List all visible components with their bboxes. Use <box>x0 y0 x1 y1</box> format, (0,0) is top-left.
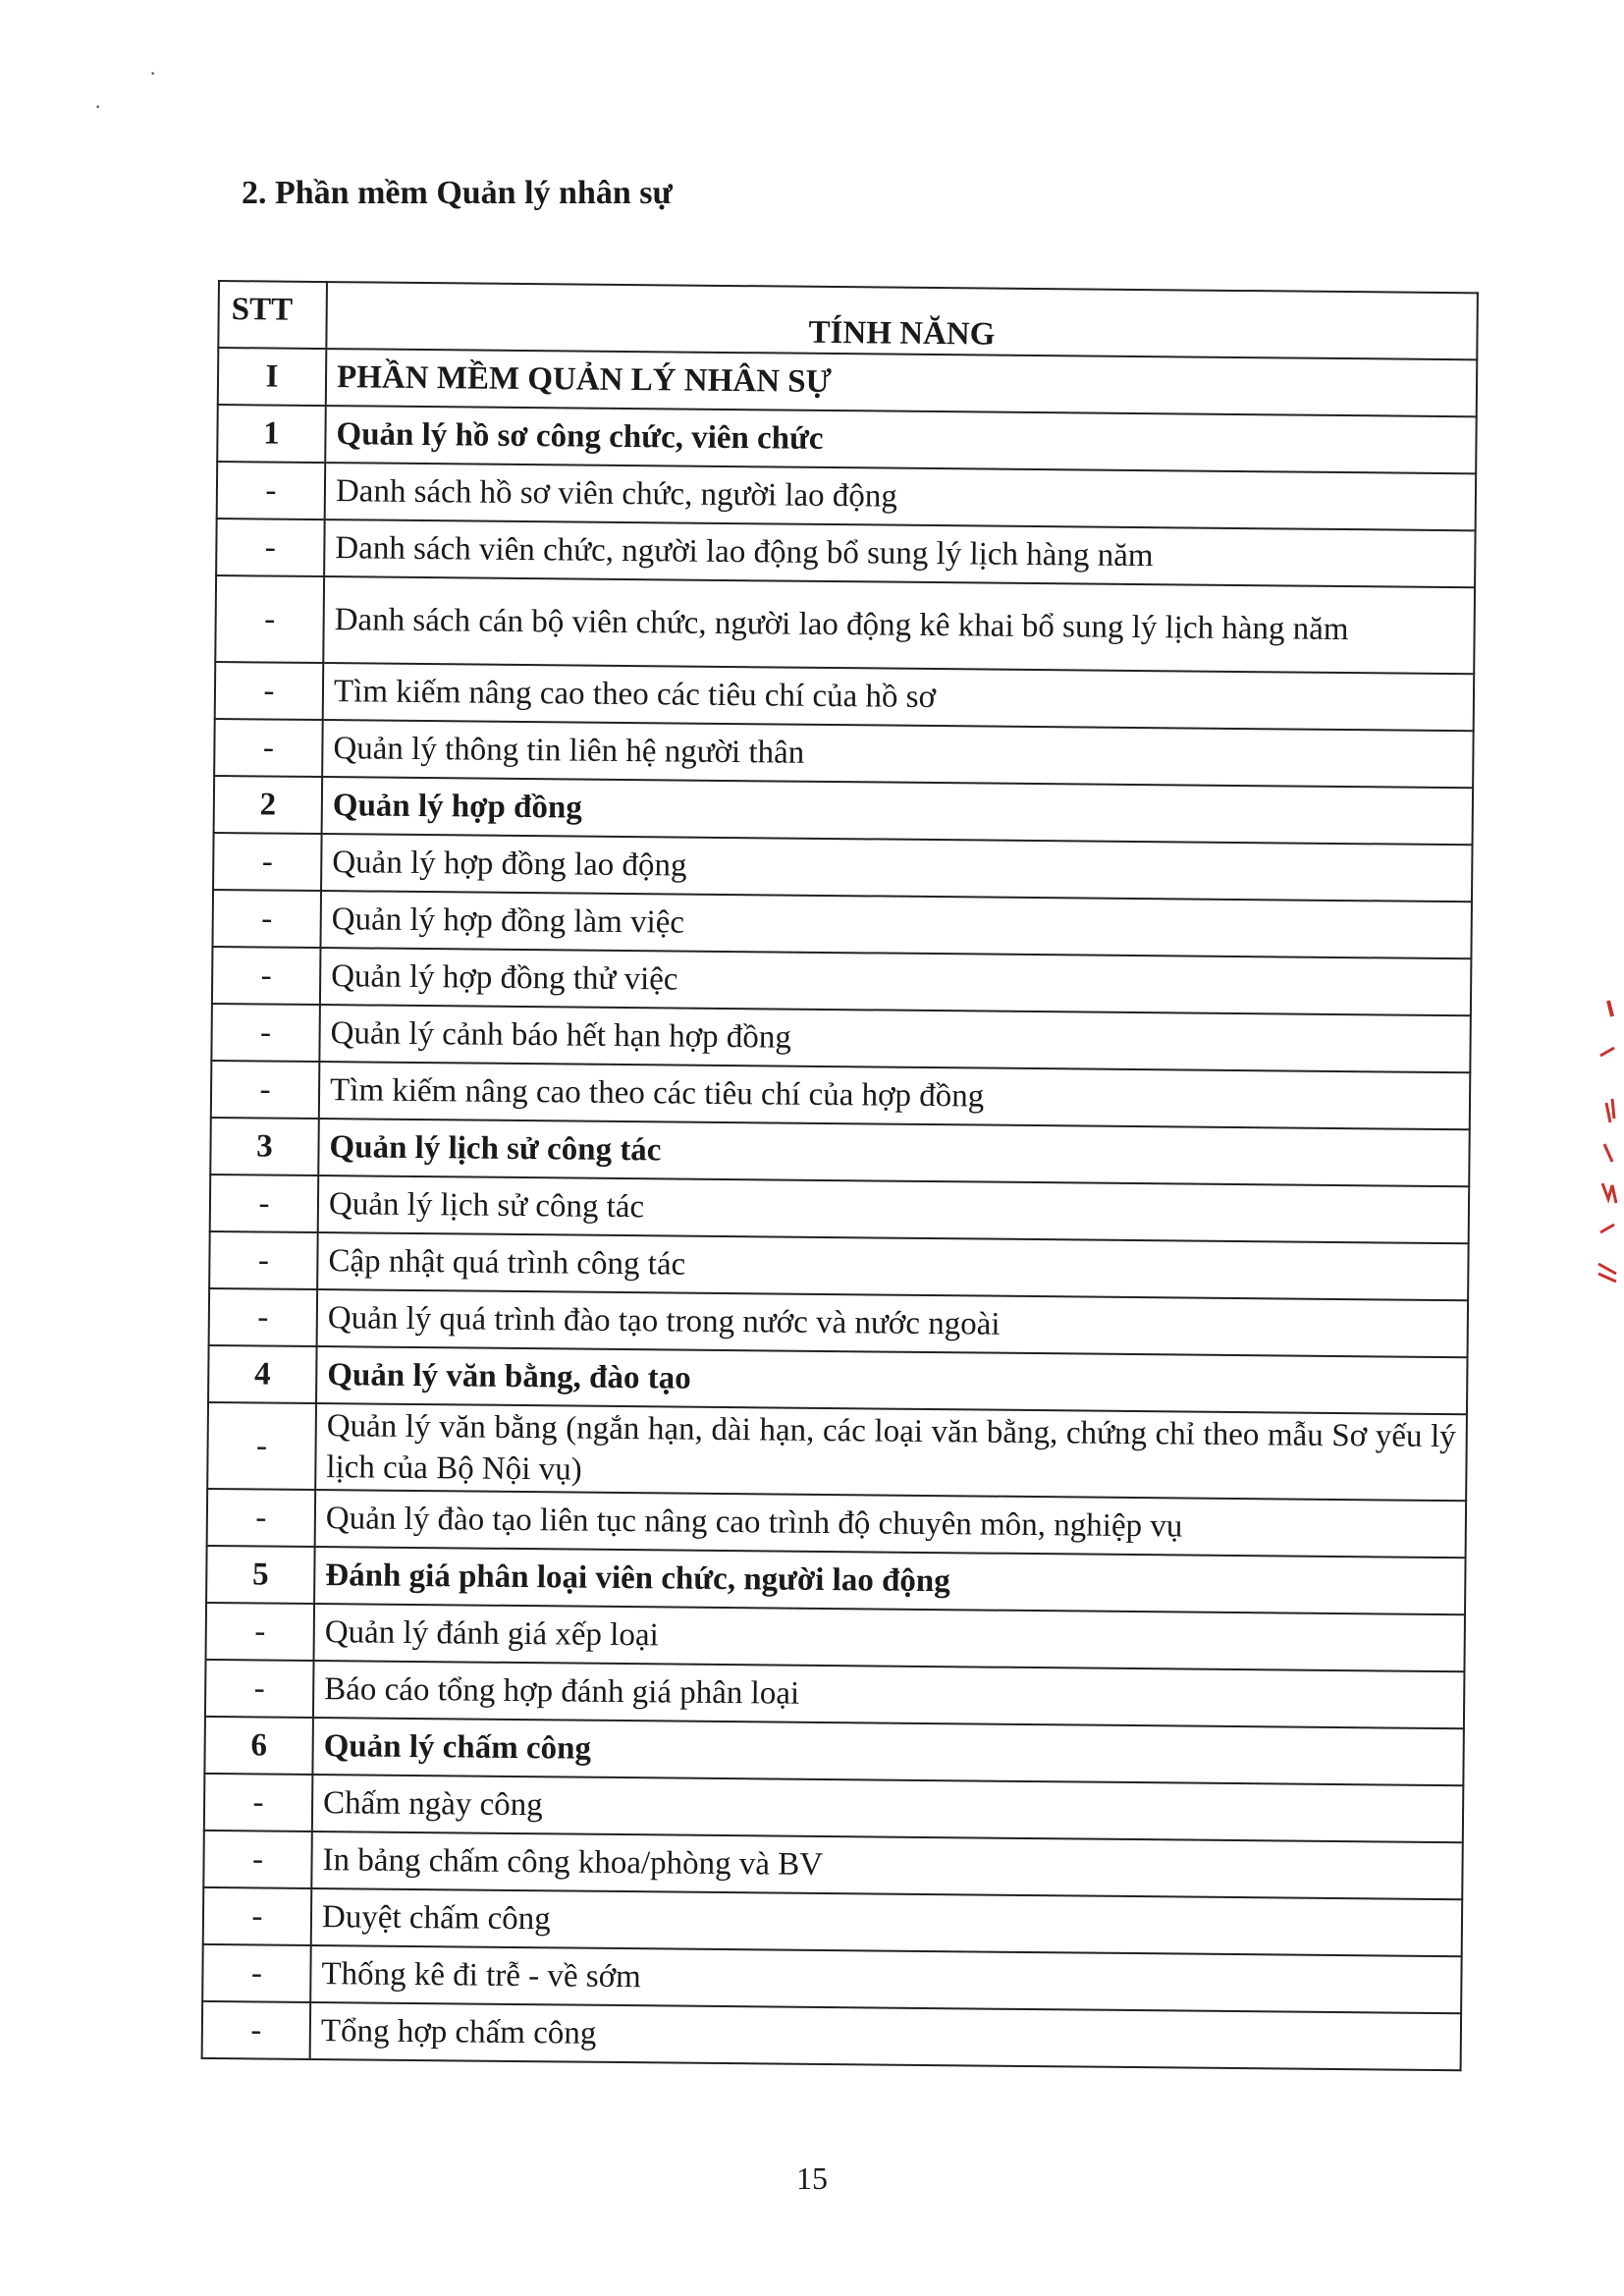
row-stt-cell: - <box>203 1887 312 1945</box>
row-stt-cell: - <box>209 1231 318 1289</box>
feature-cell: Báo cáo tổng hợp đánh giá phân loại <box>313 1661 1465 1728</box>
page-number: 15 <box>796 2160 828 2196</box>
features-table <box>201 280 1479 2071</box>
feature-cell: Danh sách hồ sơ viên chức, người lao động <box>325 463 1477 530</box>
feature-cell: In bảng chấm công khoa/phòng và BV <box>311 1831 1463 1899</box>
section-title-cell: Quản lý văn bằng, đào tạo <box>316 1346 1468 1414</box>
feature-cell: Thống kê đi trễ - về sớm <box>310 1945 1462 2013</box>
row-stt-cell: - <box>216 519 325 576</box>
red-stamp-edge-marks <box>1583 997 1618 1291</box>
row-stt-cell: - <box>211 1061 320 1119</box>
feature-cell: Danh sách viên chức, người lao động bổ sung lý lịch hàng năm <box>324 519 1476 587</box>
row-stt-cell: - <box>202 2001 311 2059</box>
feature-cell: Tìm kiếm nâng cao theo các tiêu chí của hợp đồng <box>319 1062 1471 1129</box>
feature-cell: Quản lý văn bằng (ngắn hạn, dài hạn, các loại văn bằng, chứng chỉ theo mẫu Sơ yếu lý lịch của Bộ Nội vụ) <box>315 1403 1467 1501</box>
section-title-cell: Quản lý hồ sơ công chức, viên chức <box>325 406 1477 473</box>
section-title-cell: Quản lý lịch sử công tác <box>318 1119 1470 1186</box>
feature-cell: Quản lý hợp đồng làm việc <box>320 891 1472 958</box>
table-header-row <box>218 281 1478 359</box>
row-stt-cell: - <box>217 462 326 519</box>
feature-cell: Tìm kiếm nâng cao theo các tiêu chí của hồ sơ <box>323 663 1475 731</box>
row-stt-cell: - <box>207 1402 316 1490</box>
feature-cell: Quản lý cảnh báo hết hạn hợp đồng <box>319 1005 1471 1072</box>
feature-cell: Quản lý lịch sử công tác <box>318 1175 1470 1243</box>
row-stt-cell: - <box>203 1831 312 1888</box>
feature-cell: Danh sách cán bộ viên chức, người lao động kê khai bổ sung lý lịch hàng năm <box>323 576 1475 674</box>
row-stt-cell: 5 <box>206 1546 315 1604</box>
row-stt-cell: - <box>202 1944 311 2002</box>
feature-cell: Chấm ngày công <box>312 1775 1464 1842</box>
row-stt-cell: - <box>212 890 321 948</box>
feature-cell: Quản lý hợp đồng lao động <box>321 834 1473 902</box>
row-stt-cell: - <box>213 833 322 891</box>
row-stt-cell: 3 <box>210 1118 319 1175</box>
row-stt-cell: 2 <box>214 776 323 834</box>
feature-cell: Duyệt chấm công <box>311 1888 1463 1956</box>
scan-speck: · <box>149 61 157 85</box>
row-stt-cell: 6 <box>204 1717 313 1775</box>
table-row <box>202 2001 1461 2070</box>
feature-cell: Cập nhật quá trình công tác <box>317 1232 1469 1300</box>
feature-cell: Quản lý thông tin liên hệ người thân <box>322 720 1474 788</box>
row-stt-cell: - <box>215 662 324 720</box>
row-stt-cell: - <box>211 1004 320 1062</box>
row-stt-cell: - <box>209 1288 318 1346</box>
row-stt-cell: - <box>212 947 321 1005</box>
column-header-stt: STT <box>218 281 327 349</box>
feature-cell: Quản lý đào tạo liên tục nâng cao trình độ chuyên môn, nghiệp vụ <box>315 1490 1467 1558</box>
section-title-cell: PHẦN MỀM QUẢN LÝ NHÂN SỰ <box>326 349 1478 416</box>
feature-cell: Quản lý đánh giá xếp loại <box>314 1604 1466 1671</box>
row-stt-cell: - <box>210 1175 319 1232</box>
feature-cell: Tổng hợp chấm công <box>310 2002 1462 2070</box>
row-stt-cell: - <box>204 1774 313 1831</box>
section-title-cell: Quản lý hợp đồng <box>322 777 1474 845</box>
table-row <box>215 575 1475 674</box>
section-title-cell: Đánh giá phân loại viên chức, người lao động <box>314 1547 1466 1614</box>
section-title-cell: Quản lý chấm công <box>312 1718 1464 1785</box>
row-stt-cell: 1 <box>217 405 326 463</box>
table-row <box>207 1402 1467 1501</box>
row-stt-cell: 4 <box>208 1345 317 1403</box>
features-table-wrapper <box>201 280 1477 2071</box>
row-stt-cell: I <box>218 348 327 406</box>
column-header-feature: TÍNH NĂNG <box>326 282 1478 359</box>
feature-cell: Quản lý hợp đồng thử việc <box>320 948 1472 1015</box>
row-stt-cell: - <box>215 575 324 663</box>
row-stt-cell: - <box>214 719 323 777</box>
row-stt-cell: - <box>205 1660 314 1718</box>
feature-cell: Quản lý quá trình đào tạo trong nước và nước ngoài <box>317 1289 1469 1357</box>
row-stt-cell: - <box>207 1489 316 1547</box>
row-stt-cell: - <box>206 1603 315 1661</box>
table-body <box>202 348 1478 2070</box>
section-heading: 2. Phần mềm Quản lý nhân sự <box>242 175 673 211</box>
scan-speck: · <box>94 94 102 119</box>
